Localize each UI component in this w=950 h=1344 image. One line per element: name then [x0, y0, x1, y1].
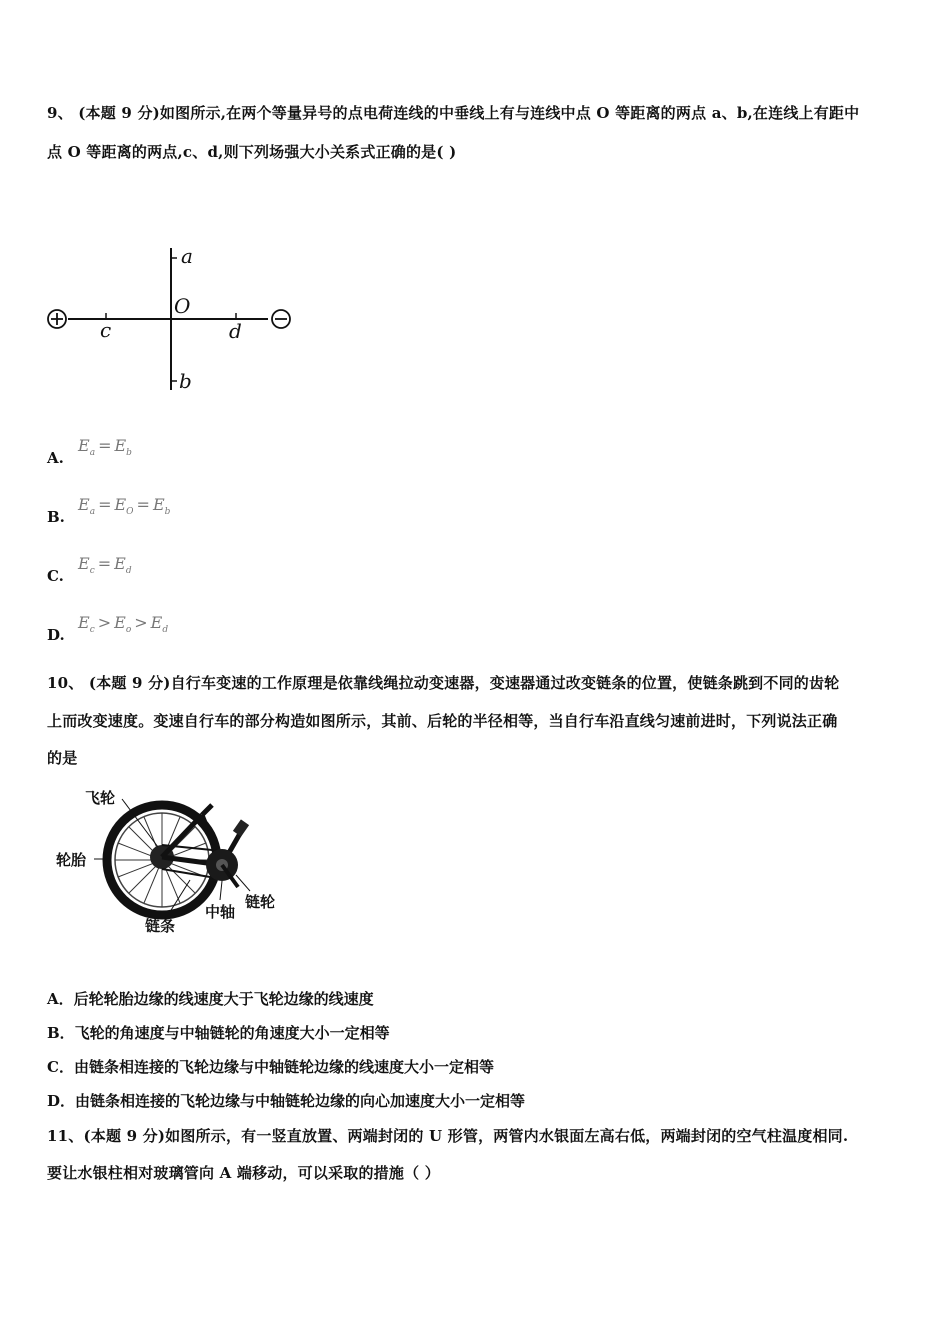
- q10-text-line2: 上而改变速度。变速自行车的部分构造如图所示，其前、后轮的半径相等，当自行车沿直线匀速前进时，下列说法正确: [47, 712, 838, 730]
- label-flywheel: 飞轮: [85, 789, 116, 807]
- label-b: b: [179, 369, 192, 393]
- q9-option-c-label: C.: [47, 567, 64, 585]
- label-c: c: [100, 318, 112, 342]
- q10-text-line3: 的是: [47, 749, 78, 767]
- q9-option-a-formula: $E_a = E_b$: [78, 436, 132, 459]
- q10-bicycle-figure: [50, 785, 300, 945]
- label-O: O: [174, 294, 191, 318]
- q9-option-b-formula: $E_a = E_O = E_b$: [78, 495, 171, 518]
- label-sprocket: 链轮: [245, 893, 276, 911]
- q11-text-line2: 要让水银柱相对玻璃管向 A 端移动，可以采取的措施（ ）: [47, 1164, 440, 1182]
- q9-option-c-formula: $E_c = E_d$: [78, 554, 132, 577]
- q10-choice-b: B．飞轮的角速度与中轴链轮的角速度大小一定相等: [47, 1024, 390, 1042]
- q9-option-d-label: D.: [47, 626, 65, 644]
- q9-charge-diagram: [40, 240, 300, 400]
- q9-option-a-label: A.: [47, 449, 64, 467]
- q9-text-line2: 点 O 等距离的两点,c、d,则下列场强大小关系式正确的是( ): [47, 143, 457, 161]
- label-chain: 链条: [145, 917, 176, 935]
- q9-option-d-formula: $E_c > E_o > E_d$: [78, 613, 169, 636]
- label-d: d: [229, 319, 242, 343]
- label-axle: 中轴: [205, 903, 236, 921]
- q9-text-line1: 9、 (本题 9 分)如图所示,在两个等量异号的点电荷连线的中垂线上有与连线中点 O 等距离的两点 a、b,在连线上有距中: [47, 104, 860, 122]
- q10-choice-d: D．由链条相连接的飞轮边缘与中轴链轮边缘的向心加速度大小一定相等: [47, 1092, 526, 1110]
- q10-choice-c: C．由链条相连接的飞轮边缘与中轴链轮边缘的线速度大小一定相等: [47, 1058, 494, 1076]
- q9-option-b-label: B.: [47, 508, 65, 526]
- q11-text-line1: 11、(本题 9 分)如图所示，有一竖直放置、两端封闭的 U 形管，两管内水银面左高右低，两端封闭的空气柱温度相同.: [47, 1127, 849, 1145]
- q10-choice-a: A．后轮轮胎边缘的线速度大于飞轮边缘的线速度: [47, 990, 374, 1008]
- label-a: a: [181, 244, 193, 268]
- label-tire: 轮胎: [56, 851, 87, 869]
- q10-text-line1: 10、 (本题 9 分)自行车变速的工作原理是依靠线绳拉动变速器，变速器通过改变链条的位置，使链条跳到不同的齿轮: [47, 674, 840, 692]
